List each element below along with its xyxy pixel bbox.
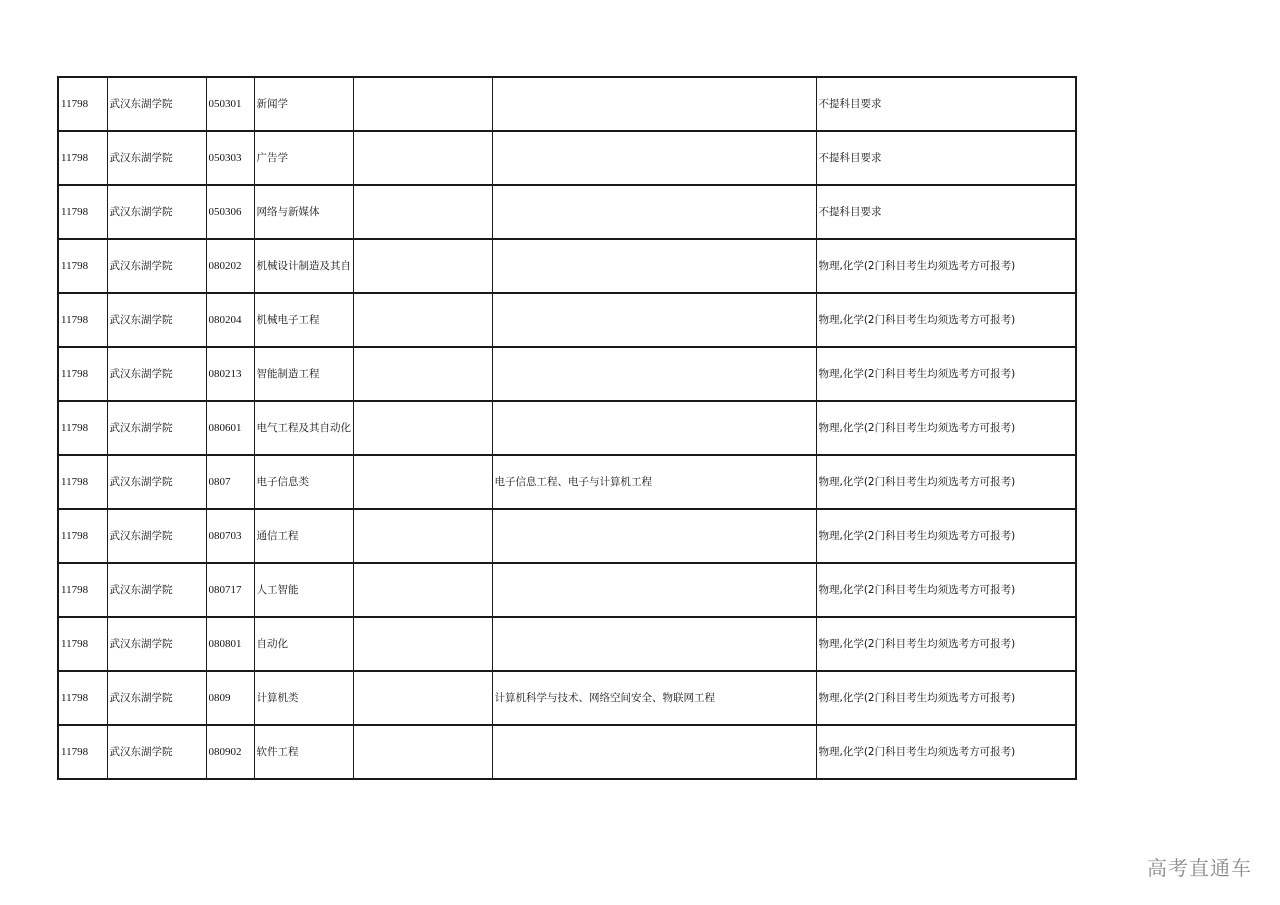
table-row [58, 401, 1076, 455]
subject-requirement-cell: 物理,化学(2门科目考生均须选考方可报考) [816, 293, 1076, 347]
table-row [58, 455, 1076, 509]
table-row [58, 347, 1076, 401]
note-cell [353, 77, 492, 131]
table-row [58, 77, 1076, 131]
major-code-cell: 080601 [206, 401, 254, 455]
subject-requirement-cell: 物理,化学(2门科目考生均须选考方可报考) [816, 725, 1076, 779]
school-code-cell: 11798 [58, 401, 107, 455]
school-code-cell: 11798 [58, 725, 107, 779]
subject-requirement-cell: 物理,化学(2门科目考生均须选考方可报考) [816, 563, 1076, 617]
note-cell [353, 617, 492, 671]
subject-requirement-cell: 物理,化学(2门科目考生均须选考方可报考) [816, 509, 1076, 563]
major-code-cell: 0809 [206, 671, 254, 725]
school-code-cell: 11798 [58, 347, 107, 401]
major-name-cell: 软件工程 [254, 725, 353, 779]
major-name-cell: 通信工程 [254, 509, 353, 563]
major-code-cell: 050303 [206, 131, 254, 185]
table-row [58, 185, 1076, 239]
school-name-cell: 武汉东湖学院 [107, 347, 206, 401]
subject-requirement-cell: 物理,化学(2门科目考生均须选考方可报考) [816, 401, 1076, 455]
school-code-cell: 11798 [58, 185, 107, 239]
note-cell [353, 509, 492, 563]
school-name-cell: 武汉东湖学院 [107, 185, 206, 239]
school-name-cell: 武汉东湖学院 [107, 77, 206, 131]
school-name-cell: 武汉东湖学院 [107, 455, 206, 509]
subject-requirement-cell: 物理,化学(2门科目考生均须选考方可报考) [816, 239, 1076, 293]
major-code-cell: 050301 [206, 77, 254, 131]
included-majors-cell [492, 77, 816, 131]
school-code-cell: 11798 [58, 77, 107, 131]
note-cell [353, 239, 492, 293]
note-cell [353, 725, 492, 779]
table-row [58, 131, 1076, 185]
included-majors-cell [492, 563, 816, 617]
school-name-cell: 武汉东湖学院 [107, 131, 206, 185]
school-name-cell: 武汉东湖学院 [107, 563, 206, 617]
table-row [58, 671, 1076, 725]
note-cell [353, 671, 492, 725]
major-code-cell: 080213 [206, 347, 254, 401]
subject-requirement-cell: 物理,化学(2门科目考生均须选考方可报考) [816, 617, 1076, 671]
table-row [58, 725, 1076, 779]
school-name-cell: 武汉东湖学院 [107, 239, 206, 293]
subject-requirement-cell: 物理,化学(2门科目考生均须选考方可报考) [816, 455, 1076, 509]
school-name-cell: 武汉东湖学院 [107, 509, 206, 563]
school-code-cell: 11798 [58, 617, 107, 671]
included-majors-cell [492, 131, 816, 185]
major-name-cell: 机械设计制造及其自 [254, 239, 353, 293]
school-name-cell: 武汉东湖学院 [107, 725, 206, 779]
subject-requirement-cell: 不提科目要求 [816, 77, 1076, 131]
subject-requirement-cell: 物理,化学(2门科目考生均须选考方可报考) [816, 671, 1076, 725]
major-code-cell: 080902 [206, 725, 254, 779]
major-name-cell: 自动化 [254, 617, 353, 671]
major-name-cell: 新闻学 [254, 77, 353, 131]
major-name-cell: 广告学 [254, 131, 353, 185]
included-majors-cell [492, 239, 816, 293]
major-name-cell: 网络与新媒体 [254, 185, 353, 239]
subject-requirement-cell: 不提科目要求 [816, 131, 1076, 185]
major-code-cell: 080717 [206, 563, 254, 617]
major-name-cell: 人工智能 [254, 563, 353, 617]
watermark-text: 高考直通车 [1147, 856, 1252, 880]
major-name-cell: 智能制造工程 [254, 347, 353, 401]
table-row [58, 293, 1076, 347]
note-cell [353, 293, 492, 347]
major-name-cell: 计算机类 [254, 671, 353, 725]
table-row [58, 617, 1076, 671]
note-cell [353, 131, 492, 185]
major-name-cell: 电子信息类 [254, 455, 353, 509]
major-name-cell: 机械电子工程 [254, 293, 353, 347]
school-code-cell: 11798 [58, 671, 107, 725]
major-name-cell: 电气工程及其自动化 [254, 401, 353, 455]
included-majors-cell [492, 509, 816, 563]
school-name-cell: 武汉东湖学院 [107, 401, 206, 455]
major-code-cell: 080801 [206, 617, 254, 671]
included-majors-cell: 电子信息工程、电子与计算机工程 [492, 455, 816, 509]
included-majors-cell [492, 617, 816, 671]
included-majors-cell: 计算机科学与技术、网络空间安全、物联网工程 [492, 671, 816, 725]
school-code-cell: 11798 [58, 509, 107, 563]
major-code-cell: 0807 [206, 455, 254, 509]
note-cell [353, 401, 492, 455]
major-code-cell: 080703 [206, 509, 254, 563]
major-requirements-table [57, 76, 1077, 780]
included-majors-cell [492, 401, 816, 455]
school-code-cell: 11798 [58, 293, 107, 347]
table-row [58, 239, 1076, 293]
included-majors-cell [492, 185, 816, 239]
major-code-cell: 080202 [206, 239, 254, 293]
subject-requirement-cell: 物理,化学(2门科目考生均须选考方可报考) [816, 347, 1076, 401]
table-body [58, 77, 1076, 779]
table-row [58, 509, 1076, 563]
major-code-cell: 080204 [206, 293, 254, 347]
subject-requirement-cell: 不提科目要求 [816, 185, 1076, 239]
note-cell [353, 455, 492, 509]
school-name-cell: 武汉东湖学院 [107, 671, 206, 725]
major-code-cell: 050306 [206, 185, 254, 239]
note-cell [353, 347, 492, 401]
school-code-cell: 11798 [58, 455, 107, 509]
note-cell [353, 185, 492, 239]
school-code-cell: 11798 [58, 563, 107, 617]
note-cell [353, 563, 492, 617]
included-majors-cell [492, 725, 816, 779]
school-code-cell: 11798 [58, 239, 107, 293]
school-name-cell: 武汉东湖学院 [107, 617, 206, 671]
school-code-cell: 11798 [58, 131, 107, 185]
school-name-cell: 武汉东湖学院 [107, 293, 206, 347]
table-row [58, 563, 1076, 617]
included-majors-cell [492, 347, 816, 401]
included-majors-cell [492, 293, 816, 347]
